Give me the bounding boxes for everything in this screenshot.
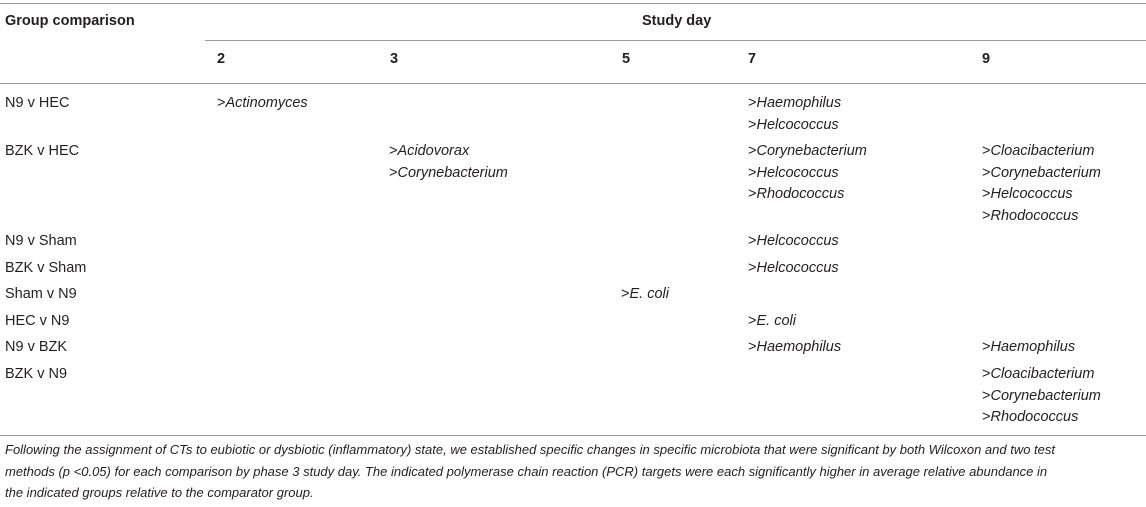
taxon-name: Haemophilus	[990, 339, 1076, 355]
taxon-name: E. coli	[629, 286, 669, 302]
column-header-day-7: 7	[748, 51, 757, 67]
greater-than-symbol: >	[982, 207, 991, 224]
taxon-entry	[748, 115, 839, 137]
taxon-name: Helcococcus	[756, 233, 839, 249]
greater-than-symbol: >	[982, 186, 991, 202]
study-day-rule	[205, 40, 1146, 41]
greater-than-symbol: >	[748, 313, 757, 329]
taxon-name: Rhodococcus	[756, 186, 845, 202]
taxon-name: Haemophilus	[756, 339, 842, 355]
table-footnote	[5, 439, 1143, 504]
greater-than-symbol: >	[748, 339, 757, 355]
taxon-entry	[748, 93, 841, 115]
greater-than-symbol: >	[621, 286, 630, 302]
taxon-name: Helcococcus	[756, 116, 839, 133]
taxon-entry	[982, 163, 1101, 185]
taxon-entry	[748, 258, 839, 280]
taxon-name: Corynebacterium	[990, 387, 1101, 404]
column-header-group-comparison: Group comparison	[5, 13, 135, 29]
row-label: BZK v N9	[5, 366, 68, 382]
taxon-entry	[748, 311, 796, 333]
taxon-entry	[982, 364, 1094, 386]
greater-than-symbol: >	[982, 164, 991, 181]
taxon-name: Helcococcus	[756, 164, 839, 181]
greater-than-symbol: >	[748, 186, 757, 202]
taxon-name: Acidovorax	[397, 143, 470, 159]
greater-than-symbol: >	[389, 143, 398, 159]
row-label: HEC v N9	[5, 313, 70, 329]
taxon-entry	[389, 141, 469, 163]
row-label: N9 v Sham	[5, 233, 77, 249]
header-bottom-rule	[0, 83, 1146, 84]
column-header-study-day: Study day	[642, 13, 712, 29]
taxon-name: Rhodococcus	[990, 409, 1079, 425]
taxon-entry	[748, 231, 839, 253]
taxon-name: Helcococcus	[990, 186, 1073, 202]
greater-than-symbol: >	[748, 116, 757, 133]
taxon-entry	[982, 386, 1101, 408]
taxon-entry	[748, 337, 841, 359]
row-label: BZK v Sham	[5, 260, 87, 276]
greater-than-symbol: >	[982, 339, 991, 355]
taxon-name: E. coli	[756, 313, 796, 329]
taxon-name: Corynebacterium	[990, 164, 1101, 181]
taxon-entry	[748, 184, 844, 206]
footnote-line: Following the assignment of CTs to eubiotic or dysbiotic (inflammatory) state, we established specific changes in specific microbiota that were significant by both Wilcoxon and two test	[5, 442, 1056, 457]
row-label: N9 v HEC	[5, 95, 70, 111]
taxon-entry	[982, 337, 1075, 359]
taxon-entry	[982, 206, 1078, 228]
greater-than-symbol: >	[748, 143, 757, 159]
taxon-name: Rhodococcus	[990, 207, 1079, 224]
table-top-rule	[0, 3, 1146, 4]
greater-than-symbol: >	[982, 387, 991, 404]
table-bottom-rule	[0, 435, 1146, 436]
column-header-day-3: 3	[390, 51, 399, 67]
taxon-entry	[982, 184, 1073, 206]
greater-than-symbol: >	[748, 164, 757, 181]
taxon-entry	[748, 141, 867, 163]
taxon-name: Corynebacterium	[397, 164, 508, 181]
taxon-name: Haemophilus	[756, 95, 842, 111]
column-header-day-5: 5	[622, 51, 631, 67]
row-label: BZK v HEC	[5, 143, 80, 159]
greater-than-symbol: >	[982, 409, 991, 425]
taxon-entry	[389, 163, 508, 185]
column-header-day-2: 2	[217, 51, 226, 67]
greater-than-symbol: >	[982, 366, 991, 382]
taxon-name: Corynebacterium	[756, 143, 867, 159]
taxon-entry	[748, 163, 839, 185]
row-label: N9 v BZK	[5, 339, 68, 355]
greater-than-symbol: >	[217, 95, 226, 111]
taxon-entry	[982, 407, 1078, 429]
taxon-name: Actinomyces	[225, 95, 308, 111]
taxon-name: Cloacibacterium	[990, 366, 1095, 382]
taxon-name: Helcococcus	[756, 260, 839, 276]
taxon-entry	[217, 93, 308, 115]
greater-than-symbol: >	[748, 95, 757, 111]
taxon-entry	[982, 141, 1094, 163]
taxon-name: Cloacibacterium	[990, 143, 1095, 159]
greater-than-symbol: >	[389, 164, 398, 181]
footnote-line: methods (p <0.05) for each comparison by phase 3 study day. The indicated polymerase chain reaction (PCR) targets were each significantly higher in average relative abundance in	[5, 463, 1048, 479]
footnote-line: the indicated groups relative to the comparator group.	[5, 485, 314, 500]
greater-than-symbol: >	[748, 233, 757, 249]
greater-than-symbol: >	[982, 143, 991, 159]
taxon-entry	[621, 284, 669, 306]
column-header-day-9: 9	[982, 51, 991, 67]
greater-than-symbol: >	[748, 260, 757, 276]
row-label: Sham v N9	[5, 286, 77, 302]
